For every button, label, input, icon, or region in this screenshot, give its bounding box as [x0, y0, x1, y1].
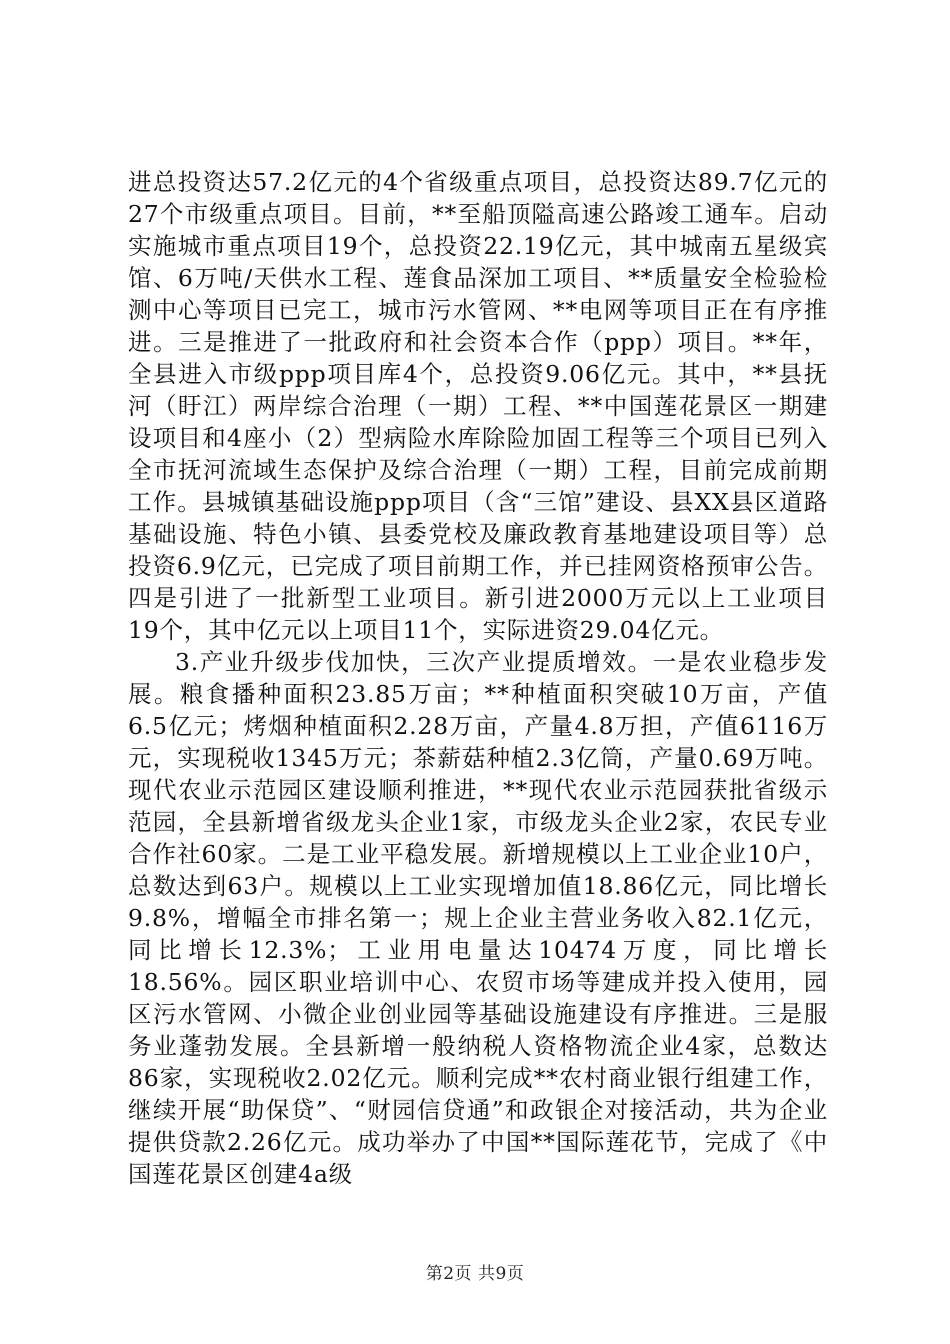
document-body	[128, 166, 828, 1190]
paragraph-2: 3.产业升级步伐加快，三次产业提质增效。一是农业稳步发展。粮食播种面积23.85万亩；**种植面积突破10万亩，产值6.5亿元；烤烟种植面积2.28万亩，产量4.8万担，产值6116万元，实现税收1345万元；茶薪菇种植2.3亿筒，产量0.69万吨。现代农业示范园区建设顺利推进，**现代农业示范园获批省级示范园，全县新增省级龙头企业1家，市级龙头企业2家，农民专业合作社60家。二是工业平稳发展。新增规模以上工业企业10户，总数达到63户。规模以上工业实现增加值18.86亿元，同比增长9.8%，增幅全市排名第一；规上企业主营业务收入82.1亿元，同比增长12.3%；工业用电量达10474万度，同比增长18.56%。园区职业培训中心、农贸市场等建成并投入使用，园区污水管网、小微企业创业园等基础设施建设有序推进。三是服务业蓬勃发展。全县新增一般纳税人资格物流企业4家，总数达86家，实现税收2.02亿元。顺利完成**农村商业银行组建工作，继续开展“助保贷”、“财园信贷通”和政银企对接活动，共为企业提供贷款2.26亿元。成功举办了中国**国际莲花节，完成了《中国莲花景区创建4a级	[128, 648, 828, 1188]
paragraph-1: 进总投资达57.2亿元的4个省级重点项目，总投资达89.7亿元的27个市级重点项目。目前，**至船顶隘高速公路竣工通车。启动实施城市重点项目19个，总投资22.19亿元，其中城南五星级宾馆、6万吨/天供水工程、莲食品深加工项目、**质量安全检验检测中心等项目已完工，城市污水管网、**电网等项目正在有序推进。三是推进了一批政府和社会资本合作（ppp）项目。**年，全县进入市级ppp项目库4个，总投资9.06亿元。其中，**县抚河（盱江）两岸综合治理（一期）工程、**中国莲花景区一期建设项目和4座小（2）型病险水库除险加固工程等三个项目已列入全市抚河流域生态保护及综合治理（一期）工程，目前完成前期工作。县城镇基础设施ppp项目（含“三馆”建设、县XX县区道路基础设施、特色小镇、县委党校及廉政教育基地建设项目等）总投资6.9亿元，已完成了项目前期工作，并已挂网资格预审公告。四是引进了一批新型工业项目。新引进2000万元以上工业项目19个，其中亿元以上项目11个，实际进资29.04亿元。	[128, 168, 828, 644]
page-number-label: 第2页 共9页	[425, 1264, 525, 1284]
page-footer	[0, 1259, 950, 1284]
